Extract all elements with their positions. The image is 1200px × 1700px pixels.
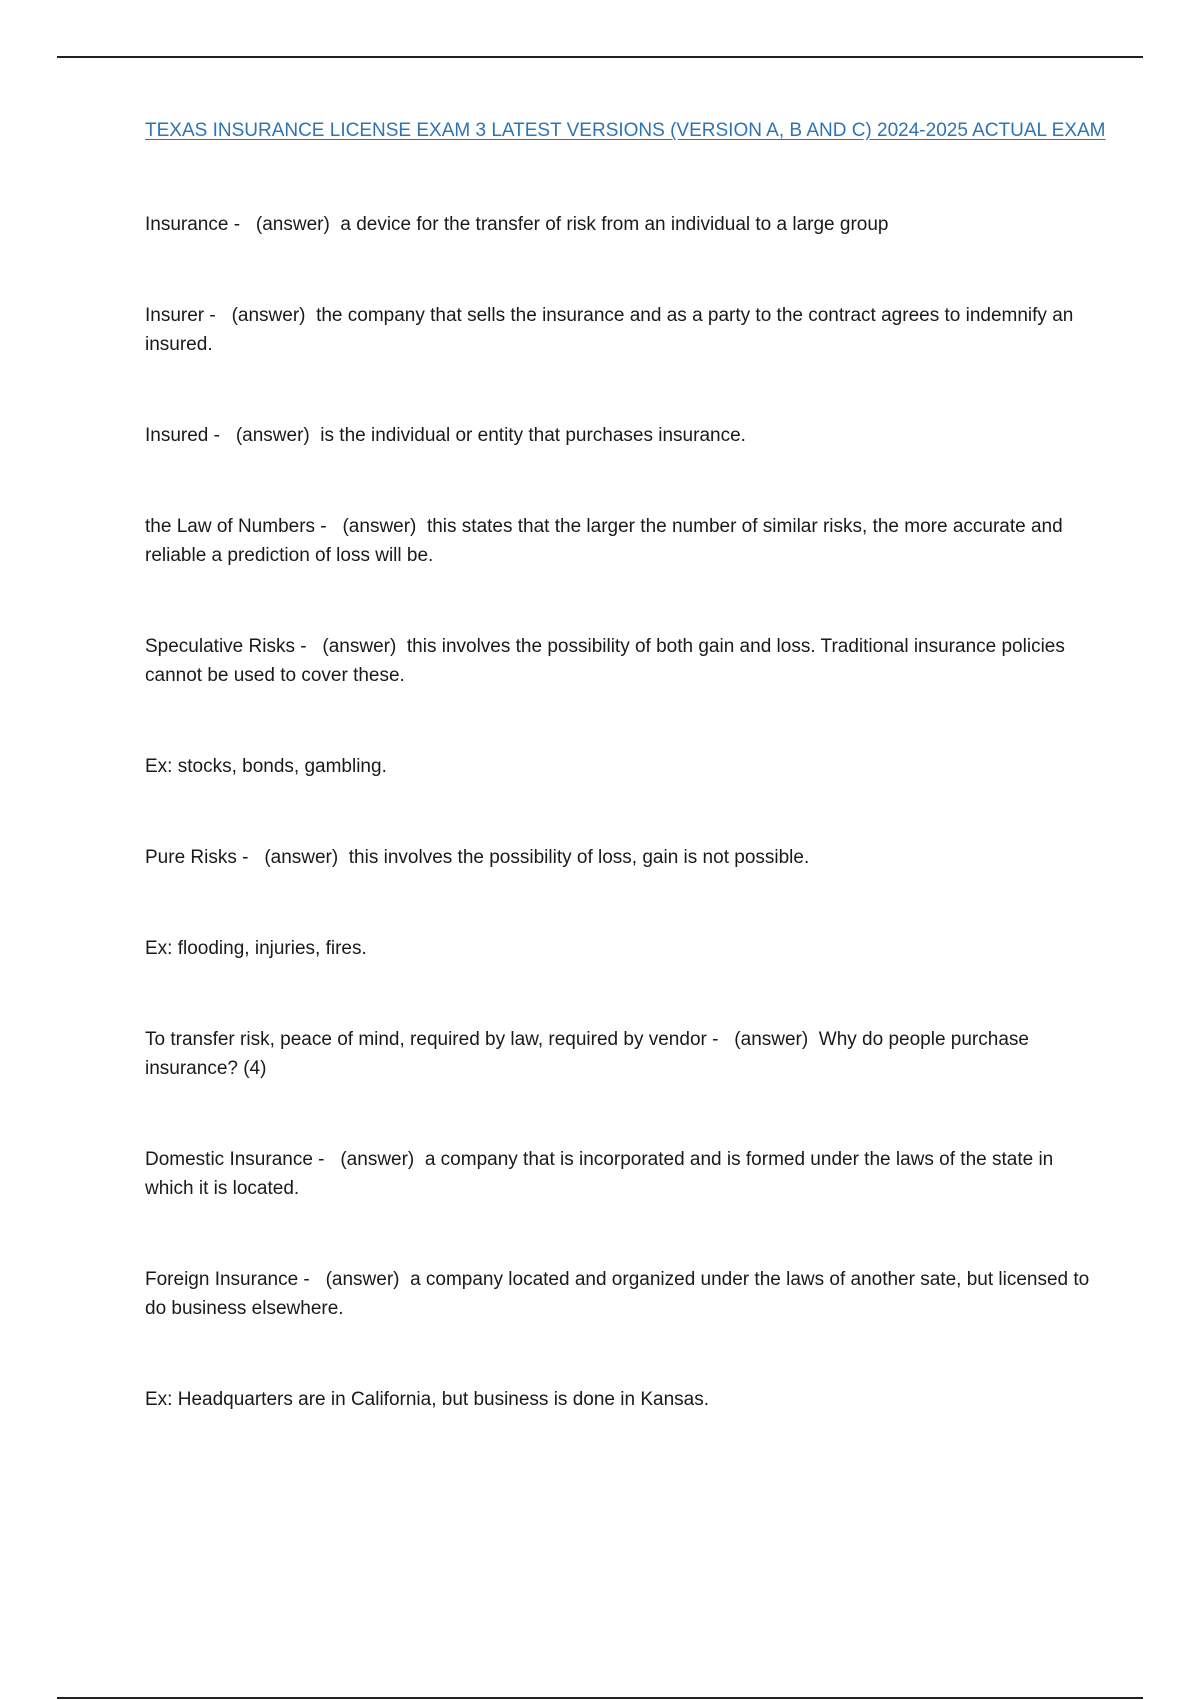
entry-definition: a company that is incorporated and is formed under the laws of the state in which it is located. xyxy=(145,1149,1054,1199)
top-rule xyxy=(57,56,1143,58)
entry-term: Pure Risks - xyxy=(145,847,249,868)
answer-tag: (answer) xyxy=(264,847,339,868)
entry-definition: the company that sells the insurance and as a party to the contract agrees to indemnify an insured. xyxy=(145,305,1074,355)
answer-tag: (answer) xyxy=(235,425,310,446)
answer-tag: (answer) xyxy=(734,1029,809,1050)
entry-definition: a device for the transfer of risk from an individual to a large group xyxy=(340,214,889,235)
qa-entry-insurance xyxy=(145,210,1095,239)
answer-tag: (answer) xyxy=(255,214,330,235)
document-title: TEXAS INSURANCE LICENSE EXAM 3 LATEST VERSIONS (VERSION A, B AND C) 2024-2025 ACTUAL EXAM xyxy=(145,120,1106,141)
answer-tag: (answer) xyxy=(325,1269,400,1290)
answer-tag: (answer) xyxy=(342,516,417,537)
qa-entry-insured xyxy=(145,421,1095,450)
qa-entry-pure-risks xyxy=(145,843,1095,872)
entry-definition: this involves the possibility of both gain and loss. Traditional insurance policies cannot be used to cover these. xyxy=(145,636,1065,686)
entry-term: Insurance - xyxy=(145,214,241,235)
entry-term: Insurer - xyxy=(145,305,216,326)
qa-entry-foreign-insurance xyxy=(145,1265,1095,1323)
qa-entry-why-purchase xyxy=(145,1025,1095,1083)
qa-entry-domestic-insurance xyxy=(145,1145,1095,1203)
entry-term: To transfer risk, peace of mind, required by law, required by vendor - xyxy=(145,1029,719,1050)
bottom-rule xyxy=(57,1697,1143,1699)
entry-term: the Law of Numbers - xyxy=(145,516,327,537)
qa-entry-insurer xyxy=(145,301,1095,359)
answer-tag: (answer) xyxy=(231,305,306,326)
document-body xyxy=(145,118,1106,1476)
answer-tag: (answer) xyxy=(322,636,397,657)
entry-definition: this states that the larger the number of similar risks, the more accurate and reliable a prediction of loss will be. xyxy=(145,516,1063,566)
entry-definition: this involves the possibility of loss, gain is not possible. xyxy=(348,847,810,868)
entry-term: Speculative Risks - xyxy=(145,636,307,657)
example-speculative-risks: Ex: stocks, bonds, gambling. xyxy=(145,756,387,777)
example-pure-risks: Ex: flooding, injuries, fires. xyxy=(145,938,367,959)
answer-tag: (answer) xyxy=(340,1149,415,1170)
example-foreign-insurance: Ex: Headquarters are in California, but business is done in Kansas. xyxy=(145,1389,709,1410)
entry-term: Foreign Insurance - xyxy=(145,1269,310,1290)
entry-term: Insured - xyxy=(145,425,220,446)
entry-term: Domestic Insurance - xyxy=(145,1149,325,1170)
entry-definition: is the individual or entity that purchases insurance. xyxy=(320,425,746,446)
entry-definition: a company located and organized under the laws of another sate, but licensed to do business elsewhere. xyxy=(145,1269,1090,1319)
qa-entry-law-of-numbers xyxy=(145,512,1095,570)
entry-definition: Why do people purchase insurance? (4) xyxy=(145,1029,1029,1079)
qa-entry-speculative-risks xyxy=(145,632,1095,690)
